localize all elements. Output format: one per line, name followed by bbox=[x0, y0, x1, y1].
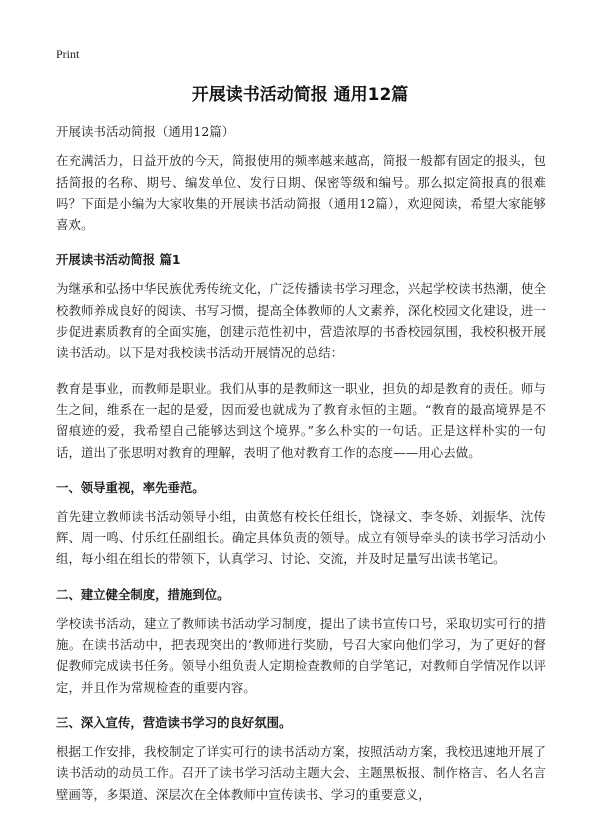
paragraph: 教育是事业，而教师是职业。我们从事的是教师这一职业，担负的却是教育的责任。师与生之间，维系在一起的是爱，因而爱也就成为了教育永恒的主题。“教育的最高境界是不留痕迹的爱，我希望自己能够达到这个境界。”多么朴实的一句话。正是这样朴实的一句话，道出了张思明对教育的理解，表明了他对教育工作的态度——用心去做。 bbox=[56, 380, 546, 460]
paragraph: 根据工作安排，我校制定了详实可行的读书活动方案，按照活动方案，我校迅速地开展了读书活动的动员工作。召开了读书学习活动主题大会、主题黑板报、制作格言、名人名言壁画等，多渠道、深层次在全体教师中宣传读书、学习的重要意义， bbox=[56, 743, 546, 802]
intro-paragraph: 在充满活力，日益开放的今天，简报使用的频率越来越高，简报一般都有固定的报头，包括简报的名称、期号、编发单位、发行日期、保密等级和编号。那么拟定简报真的很难吗？下面是小编为大家收集的开展读书活动简报（通用12篇），欢迎阅读，希望大家能够喜欢。 bbox=[56, 153, 546, 233]
document-body bbox=[56, 121, 546, 819]
page-title: 开展读书活动简报 通用12篇 bbox=[191, 85, 409, 105]
subsection-heading: 二、建立健全制度，措施到位。 bbox=[56, 586, 230, 602]
paragraph: 首先建立教师读书活动领导小组，由黄悠有校长任组长，饶禄文、李冬娇、刘振华、沈传辉、周一鸣、付乐红任副组长。确定具体负责的领导。成立有领导牵头的读书学习活动小组，每小组在组长的带领下，认真学习、讨论、交流，并及时足量写出读书笔记。 bbox=[56, 508, 546, 567]
paragraph: 学校读书活动，建立了教师读书活动学习制度，提出了读书宣传口号，采取切实可行的措施。在读书活动中，把表现突出的‘教师进行奖励，号召大家向他们学习，为了更好的督促教师完成读书任务。领导小组负责人定期检查教师的自学笔记，对教师自学情况作以评定，并且作为常规检查的重要内容。 bbox=[56, 615, 546, 695]
print-label[interactable]: Print bbox=[56, 47, 80, 61]
subtitle: 开展读书活动简报（通用12篇） bbox=[56, 124, 235, 139]
subsection-heading: 一、领导重视，率先垂范。 bbox=[56, 479, 205, 495]
paragraph: 为继承和弘扬中华民族优秀传统文化，广泛传播读书学习理念，兴起学校读书热潮，使全校教师养成良好的阅读、书写习惯，提高全体教师的人文素养，深化校园文化建设，进一步促进素质教育的全面实施，创建示范性初中，营造浓厚的书香校园氛围，我校积极开展读书活动。以下是对我校读书活动开展情况的总结： bbox=[56, 281, 546, 361]
subsection-heading: 三、深入宣传，营造读书学习的良好氛围。 bbox=[56, 714, 292, 730]
section-heading: 开展读书活动简报 篇1 bbox=[56, 252, 181, 268]
